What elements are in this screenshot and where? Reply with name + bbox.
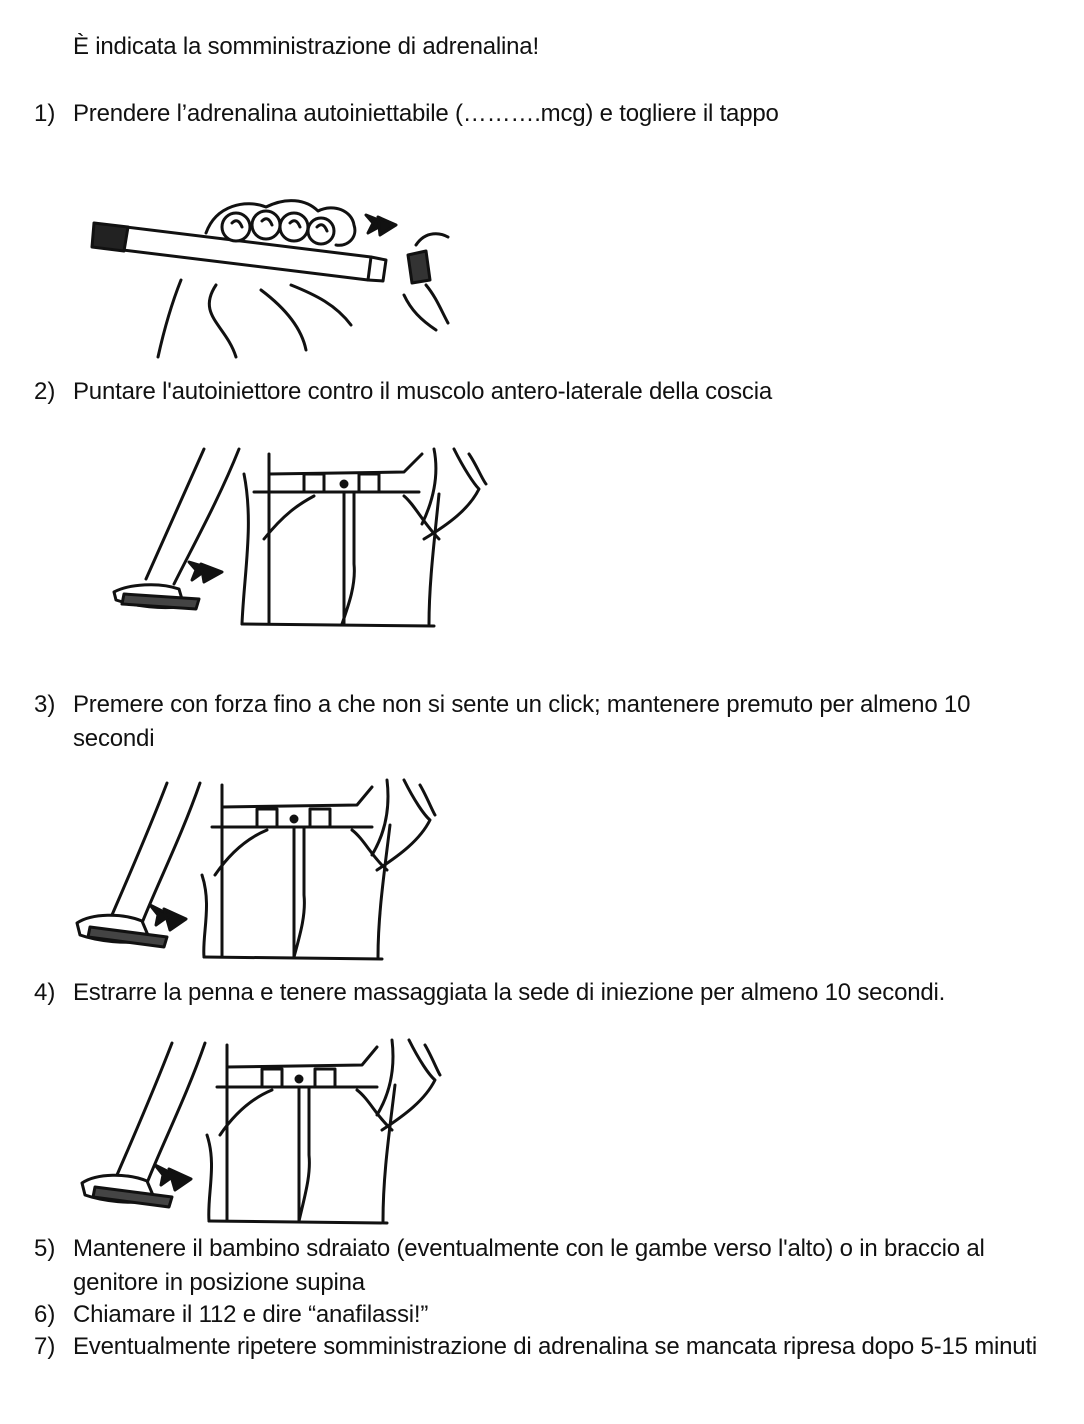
step-number: 1) bbox=[34, 100, 56, 127]
document-heading: È indicata la somministrazione di adrenalina! bbox=[73, 33, 539, 60]
step-text: Estrarre la penna e tenere massaggiata la sede di iniezione per almeno 10 secondi. bbox=[73, 979, 946, 1006]
step-text: Puntare l'autoiniettore contro il muscolo antero-laterale della coscia bbox=[73, 378, 772, 405]
step-number: 7) bbox=[34, 1333, 56, 1360]
step-text: Mantenere il bambino sdraiato (eventualmente con le gambe verso l'alto) o in braccio al genitore in posizione supina bbox=[73, 1235, 985, 1296]
step-number: 5) bbox=[34, 1235, 56, 1262]
thigh-massage-illustration bbox=[77, 1035, 442, 1225]
thigh-press-illustration bbox=[72, 775, 437, 960]
step-number: 6) bbox=[34, 1301, 56, 1328]
step-text: Eventualmente ripetere somministrazione di adrenalina se mancata ripresa dopo 5-15 minuti bbox=[73, 1333, 1038, 1360]
step-number: 2) bbox=[34, 378, 56, 405]
step-text: Premere con forza fino a che non si sente un click; mantenere premuto per almeno 10 secondi bbox=[73, 691, 971, 752]
step-text: Chiamare il 112 e dire “anafilassi!” bbox=[73, 1301, 429, 1328]
thigh-aim-illustration bbox=[104, 444, 489, 634]
autoinjector-cap-removal-illustration bbox=[86, 185, 456, 360]
step-number: 3) bbox=[34, 691, 56, 718]
step-text: Prendere l’adrenalina autoiniettabile (……….mcg) e togliere il tappo bbox=[73, 100, 779, 127]
step-number: 4) bbox=[34, 979, 56, 1006]
